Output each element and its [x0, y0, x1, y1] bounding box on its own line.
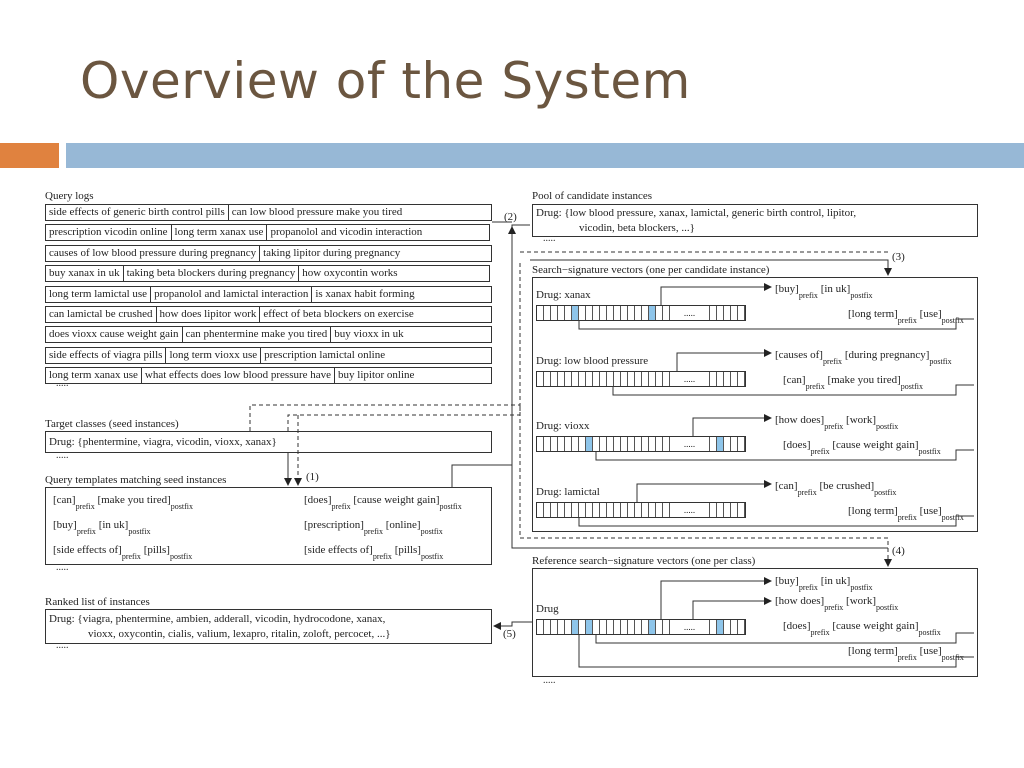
vector-ellipsis: ..... [670, 620, 710, 634]
vector-cell [579, 372, 586, 386]
template-prefix: [buy] [775, 283, 799, 295]
vector-cell [579, 503, 586, 517]
vector-cell [635, 503, 642, 517]
postfix-subscript: postfix [929, 357, 952, 366]
signature-vector [536, 305, 746, 321]
vector-cell [663, 503, 670, 517]
vector-cell [607, 372, 614, 386]
vector-cell [586, 503, 593, 517]
template-prefix: [can] [53, 494, 76, 506]
vector-cell [642, 620, 649, 634]
query-log-cell: can low blood pressure make you tired [229, 204, 492, 221]
query-log-cell: prescription lamictal online [261, 347, 492, 364]
vector-cell [710, 503, 717, 517]
signature-name: Drug: vioxx [536, 420, 590, 432]
prefix-subscript: prefix [798, 291, 818, 300]
postfix-subscript: postfix [875, 422, 899, 431]
step-3-label: (3) [892, 251, 905, 263]
postfix-subscript: postfix [439, 502, 462, 511]
step-5-label: (5) [503, 628, 516, 640]
template-postfix: [use] [916, 505, 942, 517]
signature-template-top [775, 283, 873, 300]
vector-cell [738, 620, 745, 634]
vector-cell [565, 503, 572, 517]
vector-cell [635, 437, 642, 451]
target-classes-text: Drug: {phentermine, viagra, vicodin, vioxx, xanax} [49, 436, 277, 448]
vector-cell-highlighted [649, 306, 656, 320]
vector-cell [710, 620, 717, 634]
prefix-subscript: prefix [121, 552, 141, 561]
template-prefix: [causes of] [775, 349, 823, 361]
vector-cell [607, 306, 614, 320]
vector-cell [738, 372, 745, 386]
prefix-subscript: prefix [824, 422, 844, 431]
template-postfix: [during pregnancy] [842, 349, 930, 361]
template-postfix: [cause weight gain] [829, 620, 919, 632]
prefix-subscript: prefix [810, 447, 830, 456]
vector-cell [607, 503, 614, 517]
query-log-cell: can phentermine make you tired [183, 326, 332, 343]
vector-cell [579, 437, 586, 451]
vector-cell-highlighted [572, 306, 579, 320]
vector-cell [537, 437, 544, 451]
postfix-subscript: postfix [850, 583, 873, 592]
target-classes-label: Target classes (seed instances) [45, 418, 179, 430]
vector-cell [586, 306, 593, 320]
query-log-cell: prescription vicodin online [45, 224, 172, 241]
vector-cell [656, 503, 663, 517]
postfix-subscript: postfix [128, 527, 151, 536]
query-log-row [45, 306, 492, 323]
query-templates-box [45, 487, 492, 565]
arrow-step-5 [494, 622, 532, 626]
vector-cell [621, 437, 628, 451]
vector-cell [642, 437, 649, 451]
vector-cell [544, 620, 551, 634]
prefix-subscript: prefix [805, 382, 825, 391]
query-log-cell: side effects of viagra pills [45, 347, 166, 364]
pool-line1: Drug: {low blood pressure, xanax, lamictal, generic birth control, lipitor, [536, 207, 857, 219]
query-log-cell: causes of low blood pressure during pregnancy [45, 245, 260, 262]
vector-cell [593, 620, 600, 634]
signatures-label: Search−signature vectors (one per candidate instance) [532, 264, 770, 276]
prefix-subscript: prefix [897, 653, 917, 662]
vector-cell-highlighted [586, 620, 593, 634]
vector-cell [614, 306, 621, 320]
query-log-row [45, 224, 490, 241]
prefix-subscript: prefix [331, 502, 351, 511]
template-prefix: [long term] [848, 308, 898, 320]
template-postfix: [work] [843, 414, 876, 426]
vector-cell [544, 372, 551, 386]
reference-name: Drug [536, 603, 559, 615]
query-log-cell: how oxycontin works [299, 265, 490, 282]
query-log-cell: is xanax habit forming [312, 286, 492, 303]
query-log-row [45, 367, 492, 384]
template-prefix: [how does] [775, 595, 825, 607]
query-log-row [45, 286, 492, 303]
vector-cell [642, 503, 649, 517]
query-template [53, 519, 151, 536]
signature-template-bottom [783, 439, 941, 456]
query-log-cell: does vioxx cause weight gain [45, 326, 183, 343]
query-log-row [45, 245, 492, 262]
reference-template [848, 645, 964, 662]
vector-cell [731, 620, 738, 634]
query-logs-ellipsis: ..... [56, 378, 69, 389]
vector-cell [731, 372, 738, 386]
vector-cell [621, 620, 628, 634]
vector-ellipsis: ..... [670, 306, 710, 320]
vector-cell [607, 620, 614, 634]
vector-cell [544, 437, 551, 451]
vector-cell [600, 503, 607, 517]
vector-cell [593, 503, 600, 517]
arrow-step-1a [288, 405, 520, 431]
template-prefix: [buy] [53, 519, 77, 531]
template-prefix: [can] [783, 374, 806, 386]
reference-template [775, 575, 873, 592]
vector-cell [656, 306, 663, 320]
signature-template-top [775, 414, 899, 431]
signature-name: Drug: xanax [536, 289, 591, 301]
vector-cell [649, 503, 656, 517]
template-postfix: [be crushed] [816, 480, 875, 492]
vector-cell [621, 503, 628, 517]
vector-cell [724, 372, 731, 386]
pool-line2: vicodin, beta blockers, ...} [579, 222, 695, 234]
postfix-subscript: postfix [941, 653, 964, 662]
template-prefix: [long term] [848, 645, 898, 657]
vector-cell-highlighted [717, 437, 724, 451]
postfix-subscript: postfix [850, 291, 873, 300]
vector-cell [738, 503, 745, 517]
vector-cell [628, 620, 635, 634]
signature-name: Drug: lamictal [536, 486, 600, 498]
prefix-subscript: prefix [75, 502, 95, 511]
query-logs-label: Query logs [45, 190, 94, 202]
vector-ellipsis: ..... [670, 372, 710, 386]
template-postfix: [work] [843, 595, 876, 607]
vector-cell [710, 372, 717, 386]
vector-cell [642, 306, 649, 320]
vector-cell-highlighted [572, 620, 579, 634]
vector-cell [724, 503, 731, 517]
query-log-cell: taking lipitor during pregnancy [260, 245, 492, 262]
vector-ellipsis: ..... [670, 503, 710, 517]
vector-cell [635, 620, 642, 634]
vector-cell [572, 437, 579, 451]
vector-cell [579, 620, 586, 634]
vector-cell [614, 437, 621, 451]
vector-cell [663, 437, 670, 451]
query-log-cell: long term xanax use [172, 224, 268, 241]
vector-cell [593, 306, 600, 320]
query-log-cell: propanolol and vicodin interaction [267, 224, 490, 241]
vector-cell [731, 503, 738, 517]
vector-cell [642, 372, 649, 386]
ranked-list-label: Ranked list of instances [45, 596, 150, 608]
vector-cell [558, 503, 565, 517]
vector-cell [537, 372, 544, 386]
vector-cell [717, 372, 724, 386]
prefix-subscript: prefix [810, 628, 830, 637]
template-prefix: [does] [783, 439, 811, 451]
template-prefix: [does] [304, 494, 332, 506]
postfix-subscript: postfix [420, 552, 444, 561]
vector-cell [607, 437, 614, 451]
vector-cell [572, 503, 579, 517]
vector-cell [649, 372, 656, 386]
vector-cell [635, 372, 642, 386]
vector-cell [565, 372, 572, 386]
prefix-subscript: prefix [798, 583, 818, 592]
vector-cell [544, 306, 551, 320]
vector-cell [656, 620, 663, 634]
vector-cell [717, 503, 724, 517]
template-prefix: [how does] [775, 414, 825, 426]
vector-cell [724, 437, 731, 451]
query-log-cell: what effects does low blood pressure have [142, 367, 335, 384]
vector-cell [614, 620, 621, 634]
step-2-label: (2) [504, 211, 517, 223]
vector-cell-highlighted [586, 437, 593, 451]
vector-cell [558, 620, 565, 634]
reference-template [775, 595, 899, 612]
vector-cell [551, 306, 558, 320]
reference-vector-cells [536, 619, 746, 635]
vector-cell [600, 306, 607, 320]
query-template [304, 544, 444, 561]
query-log-cell: effect of beta blockers on exercise [260, 306, 492, 323]
template-prefix: [buy] [775, 575, 799, 587]
template-postfix: [in uk] [817, 283, 851, 295]
vector-cell [537, 306, 544, 320]
vector-cell [621, 372, 628, 386]
pool-ellipsis: ..... [543, 233, 556, 244]
query-log-cell: can lamictal be crushed [45, 306, 157, 323]
vector-cell [628, 306, 635, 320]
vector-cell [621, 306, 628, 320]
prefix-subscript: prefix [76, 527, 96, 536]
vector-cell [558, 306, 565, 320]
signature-template-bottom [848, 308, 964, 325]
template-prefix: [side effects of] [53, 544, 122, 556]
template-postfix: [in uk] [95, 519, 129, 531]
query-log-row [45, 326, 492, 343]
query-template [304, 494, 462, 511]
prefix-subscript: prefix [797, 488, 817, 497]
vector-cell [600, 620, 607, 634]
vector-cell [586, 372, 593, 386]
vector-cell [565, 306, 572, 320]
signature-name: Drug: low blood pressure [536, 355, 649, 367]
postfix-subscript: postfix [169, 552, 193, 561]
signature-template-top [775, 349, 952, 366]
query-templates-ellipsis: ..... [56, 562, 69, 573]
vector-cell [649, 437, 656, 451]
template-prefix: [does] [783, 620, 811, 632]
vector-ellipsis: ..... [670, 437, 710, 451]
signature-vector [536, 371, 746, 387]
query-template [304, 519, 443, 536]
postfix-subscript: postfix [875, 603, 899, 612]
vector-cell [635, 306, 642, 320]
vector-cell [579, 306, 586, 320]
query-log-row [45, 204, 492, 221]
signature-vector [536, 502, 746, 518]
vector-cell [600, 437, 607, 451]
prefix-subscript: prefix [897, 513, 917, 522]
template-prefix: [prescription] [304, 519, 364, 531]
query-log-row [45, 347, 492, 364]
target-classes-ellipsis: ..... [56, 450, 69, 461]
ranked-list-line2: vioxx, oxycontin, cialis, valium, lexapro, ritalin, zoloft, percocet, ...} [88, 628, 391, 640]
query-template [53, 544, 193, 561]
template-postfix: [in uk] [817, 575, 851, 587]
postfix-subscript: postfix [420, 527, 443, 536]
signature-template-bottom [848, 505, 964, 522]
vector-cell [731, 306, 738, 320]
reference-template [783, 620, 941, 637]
vector-cell-highlighted [649, 620, 656, 634]
vector-cell [565, 620, 572, 634]
vector-cell [724, 620, 731, 634]
vector-cell [628, 372, 635, 386]
signature-template-bottom [783, 374, 923, 391]
template-postfix: [make you tired] [824, 374, 901, 386]
query-log-cell: how does lipitor work [157, 306, 261, 323]
prefix-subscript: prefix [372, 552, 392, 561]
vector-cell [717, 306, 724, 320]
signature-vector [536, 436, 746, 452]
postfix-subscript: postfix [918, 447, 941, 456]
accent-bar-orange [0, 143, 59, 168]
query-log-cell: buy xanax in uk [45, 265, 124, 282]
ranked-list-box [45, 609, 492, 644]
template-prefix: [side effects of] [304, 544, 373, 556]
query-log-cell: long term xanax use [45, 367, 142, 384]
template-postfix: [make you tired] [94, 494, 171, 506]
query-log-cell: side effects of generic birth control pills [45, 204, 229, 221]
vector-cell [710, 306, 717, 320]
template-postfix: [cause weight gain] [829, 439, 919, 451]
vector-cell [738, 306, 745, 320]
vector-cell [558, 372, 565, 386]
vector-cell [663, 620, 670, 634]
vector-cell [628, 437, 635, 451]
step-4-label: (4) [892, 545, 905, 557]
postfix-subscript: postfix [170, 502, 193, 511]
vector-cell [537, 503, 544, 517]
query-template [53, 494, 193, 511]
query-log-row [45, 265, 490, 282]
postfix-subscript: postfix [874, 488, 897, 497]
template-postfix: [pills] [391, 544, 421, 556]
postfix-subscript: postfix [900, 382, 923, 391]
ranked-list-line1: Drug: {viagra, phentermine, ambien, adderall, vicodin, hydrocodone, xanax, [49, 613, 386, 625]
vector-cell [731, 437, 738, 451]
vector-cell [724, 306, 731, 320]
vector-cell [551, 620, 558, 634]
postfix-subscript: postfix [918, 628, 941, 637]
vector-cell [663, 306, 670, 320]
reference-label: Reference search−signature vectors (one per class) [532, 555, 756, 567]
accent-bar-blue [66, 143, 1024, 168]
prefix-subscript: prefix [897, 316, 917, 325]
query-templates-label: Query templates matching seed instances [45, 474, 227, 486]
signature-template-top [775, 480, 897, 497]
template-prefix: [can] [775, 480, 798, 492]
vector-cell [710, 437, 717, 451]
vector-cell [600, 372, 607, 386]
vector-cell [551, 503, 558, 517]
vector-cell [614, 503, 621, 517]
query-log-cell: long term vioxx use [166, 347, 261, 364]
template-postfix: [use] [916, 308, 942, 320]
vector-cell [572, 372, 579, 386]
slide-title: Overview of the System [80, 52, 691, 110]
template-postfix: [pills] [140, 544, 170, 556]
template-postfix: [online] [382, 519, 421, 531]
pool-label: Pool of candidate instances [532, 190, 653, 202]
vector-cell [544, 503, 551, 517]
reference-ellipsis: ..... [543, 675, 556, 686]
vector-cell [628, 503, 635, 517]
ranked-list-ellipsis: ..... [56, 640, 69, 651]
postfix-subscript: postfix [941, 316, 964, 325]
query-log-cell: taking beta blockers during pregnancy [124, 265, 300, 282]
postfix-subscript: postfix [941, 513, 964, 522]
query-log-cell: buy lipitor online [335, 367, 492, 384]
prefix-subscript: prefix [824, 603, 844, 612]
vector-cell [614, 372, 621, 386]
query-log-cell: propanolol and lamictal interaction [151, 286, 312, 303]
query-log-cell: buy vioxx in uk [331, 326, 492, 343]
vector-cell [537, 620, 544, 634]
vector-cell [558, 437, 565, 451]
vector-cell-highlighted [717, 620, 724, 634]
pool-box [532, 204, 978, 237]
vector-cell [663, 372, 670, 386]
template-postfix: [use] [916, 645, 942, 657]
vector-cell [565, 437, 572, 451]
step-1-label: (1) [306, 471, 319, 483]
prefix-subscript: prefix [363, 527, 383, 536]
vector-cell [656, 372, 663, 386]
vector-cell [656, 437, 663, 451]
target-classes-box [45, 431, 492, 453]
query-log-cell: long term lamictal use [45, 286, 151, 303]
template-prefix: [long term] [848, 505, 898, 517]
vector-cell [551, 372, 558, 386]
vector-cell [593, 372, 600, 386]
template-postfix: [cause weight gain] [350, 494, 440, 506]
vector-cell [551, 437, 558, 451]
vector-cell [593, 437, 600, 451]
vector-cell [738, 437, 745, 451]
prefix-subscript: prefix [822, 357, 843, 366]
